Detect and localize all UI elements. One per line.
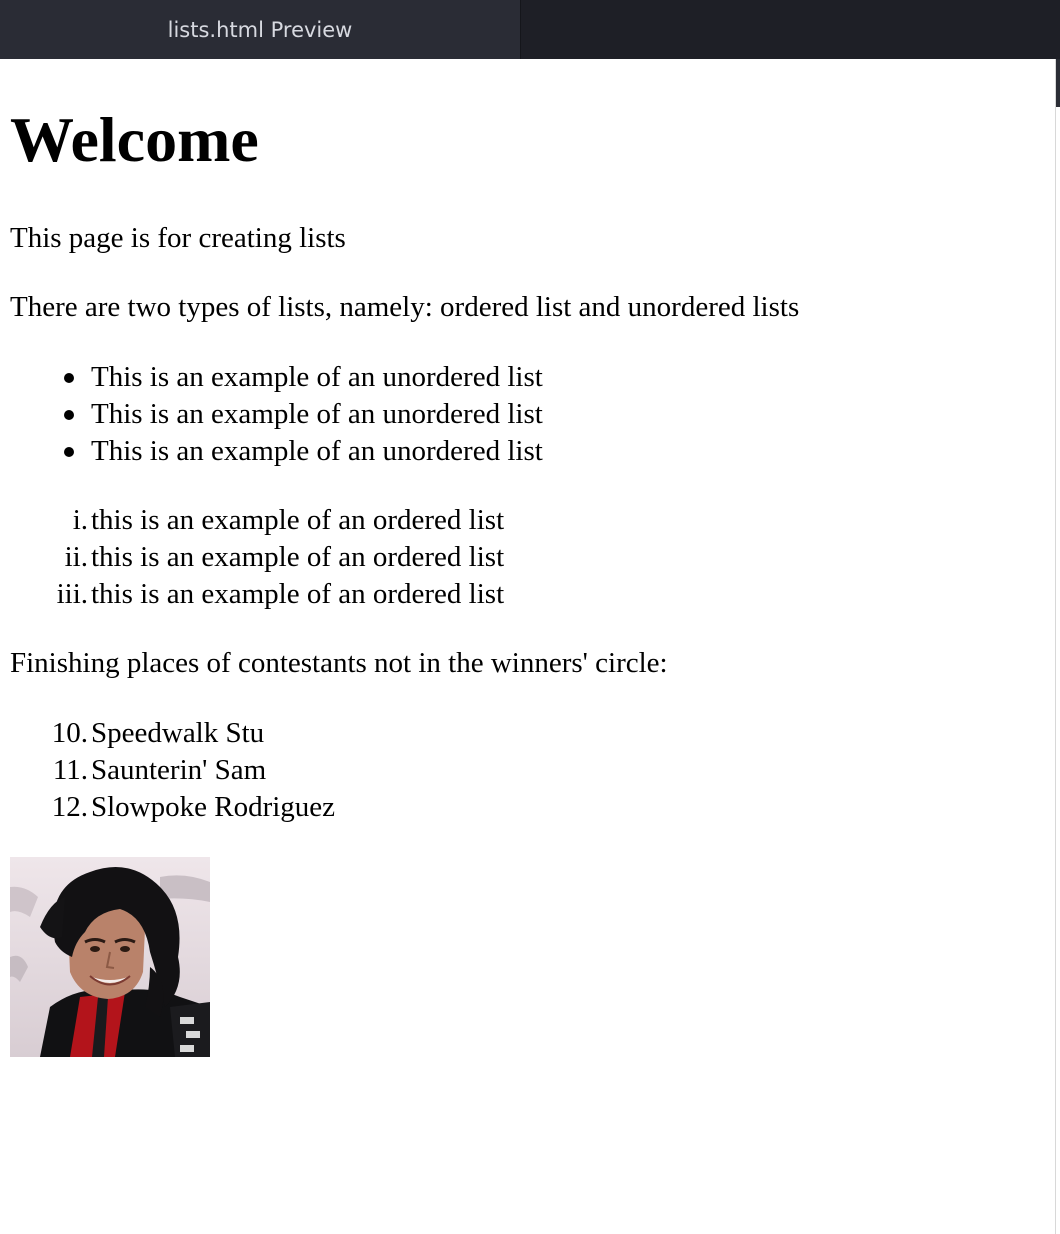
list-marker: i. — [72, 504, 88, 536]
intro-paragraph: This page is for creating lists — [10, 222, 346, 254]
bullet-icon — [64, 447, 74, 457]
preview-tab-title: lists.html Preview — [167, 17, 353, 42]
finishing-paragraph: Finishing places of contestants not in the winners' circle: — [10, 647, 668, 679]
list-marker: 11. — [52, 754, 88, 786]
editor-tab-bar — [0, 0, 1060, 59]
bullet-icon — [64, 373, 74, 383]
list-marker: 10. — [51, 717, 88, 749]
list-marker: 12. — [51, 791, 88, 823]
scrollbar-thumb[interactable] — [1056, 59, 1060, 107]
portrait-photo — [10, 857, 210, 1057]
bullet-icon — [64, 410, 74, 420]
list-marker: iii. — [56, 578, 88, 610]
preview-tab[interactable] — [0, 0, 521, 59]
page-heading: Welcome — [10, 104, 259, 175]
portrait-image — [10, 857, 210, 1057]
list-marker: ii. — [64, 541, 88, 573]
list-types-paragraph: There are two types of lists, namely: ordered list and unordered lists — [10, 291, 800, 323]
vertical-scrollbar[interactable] — [1055, 59, 1060, 1234]
